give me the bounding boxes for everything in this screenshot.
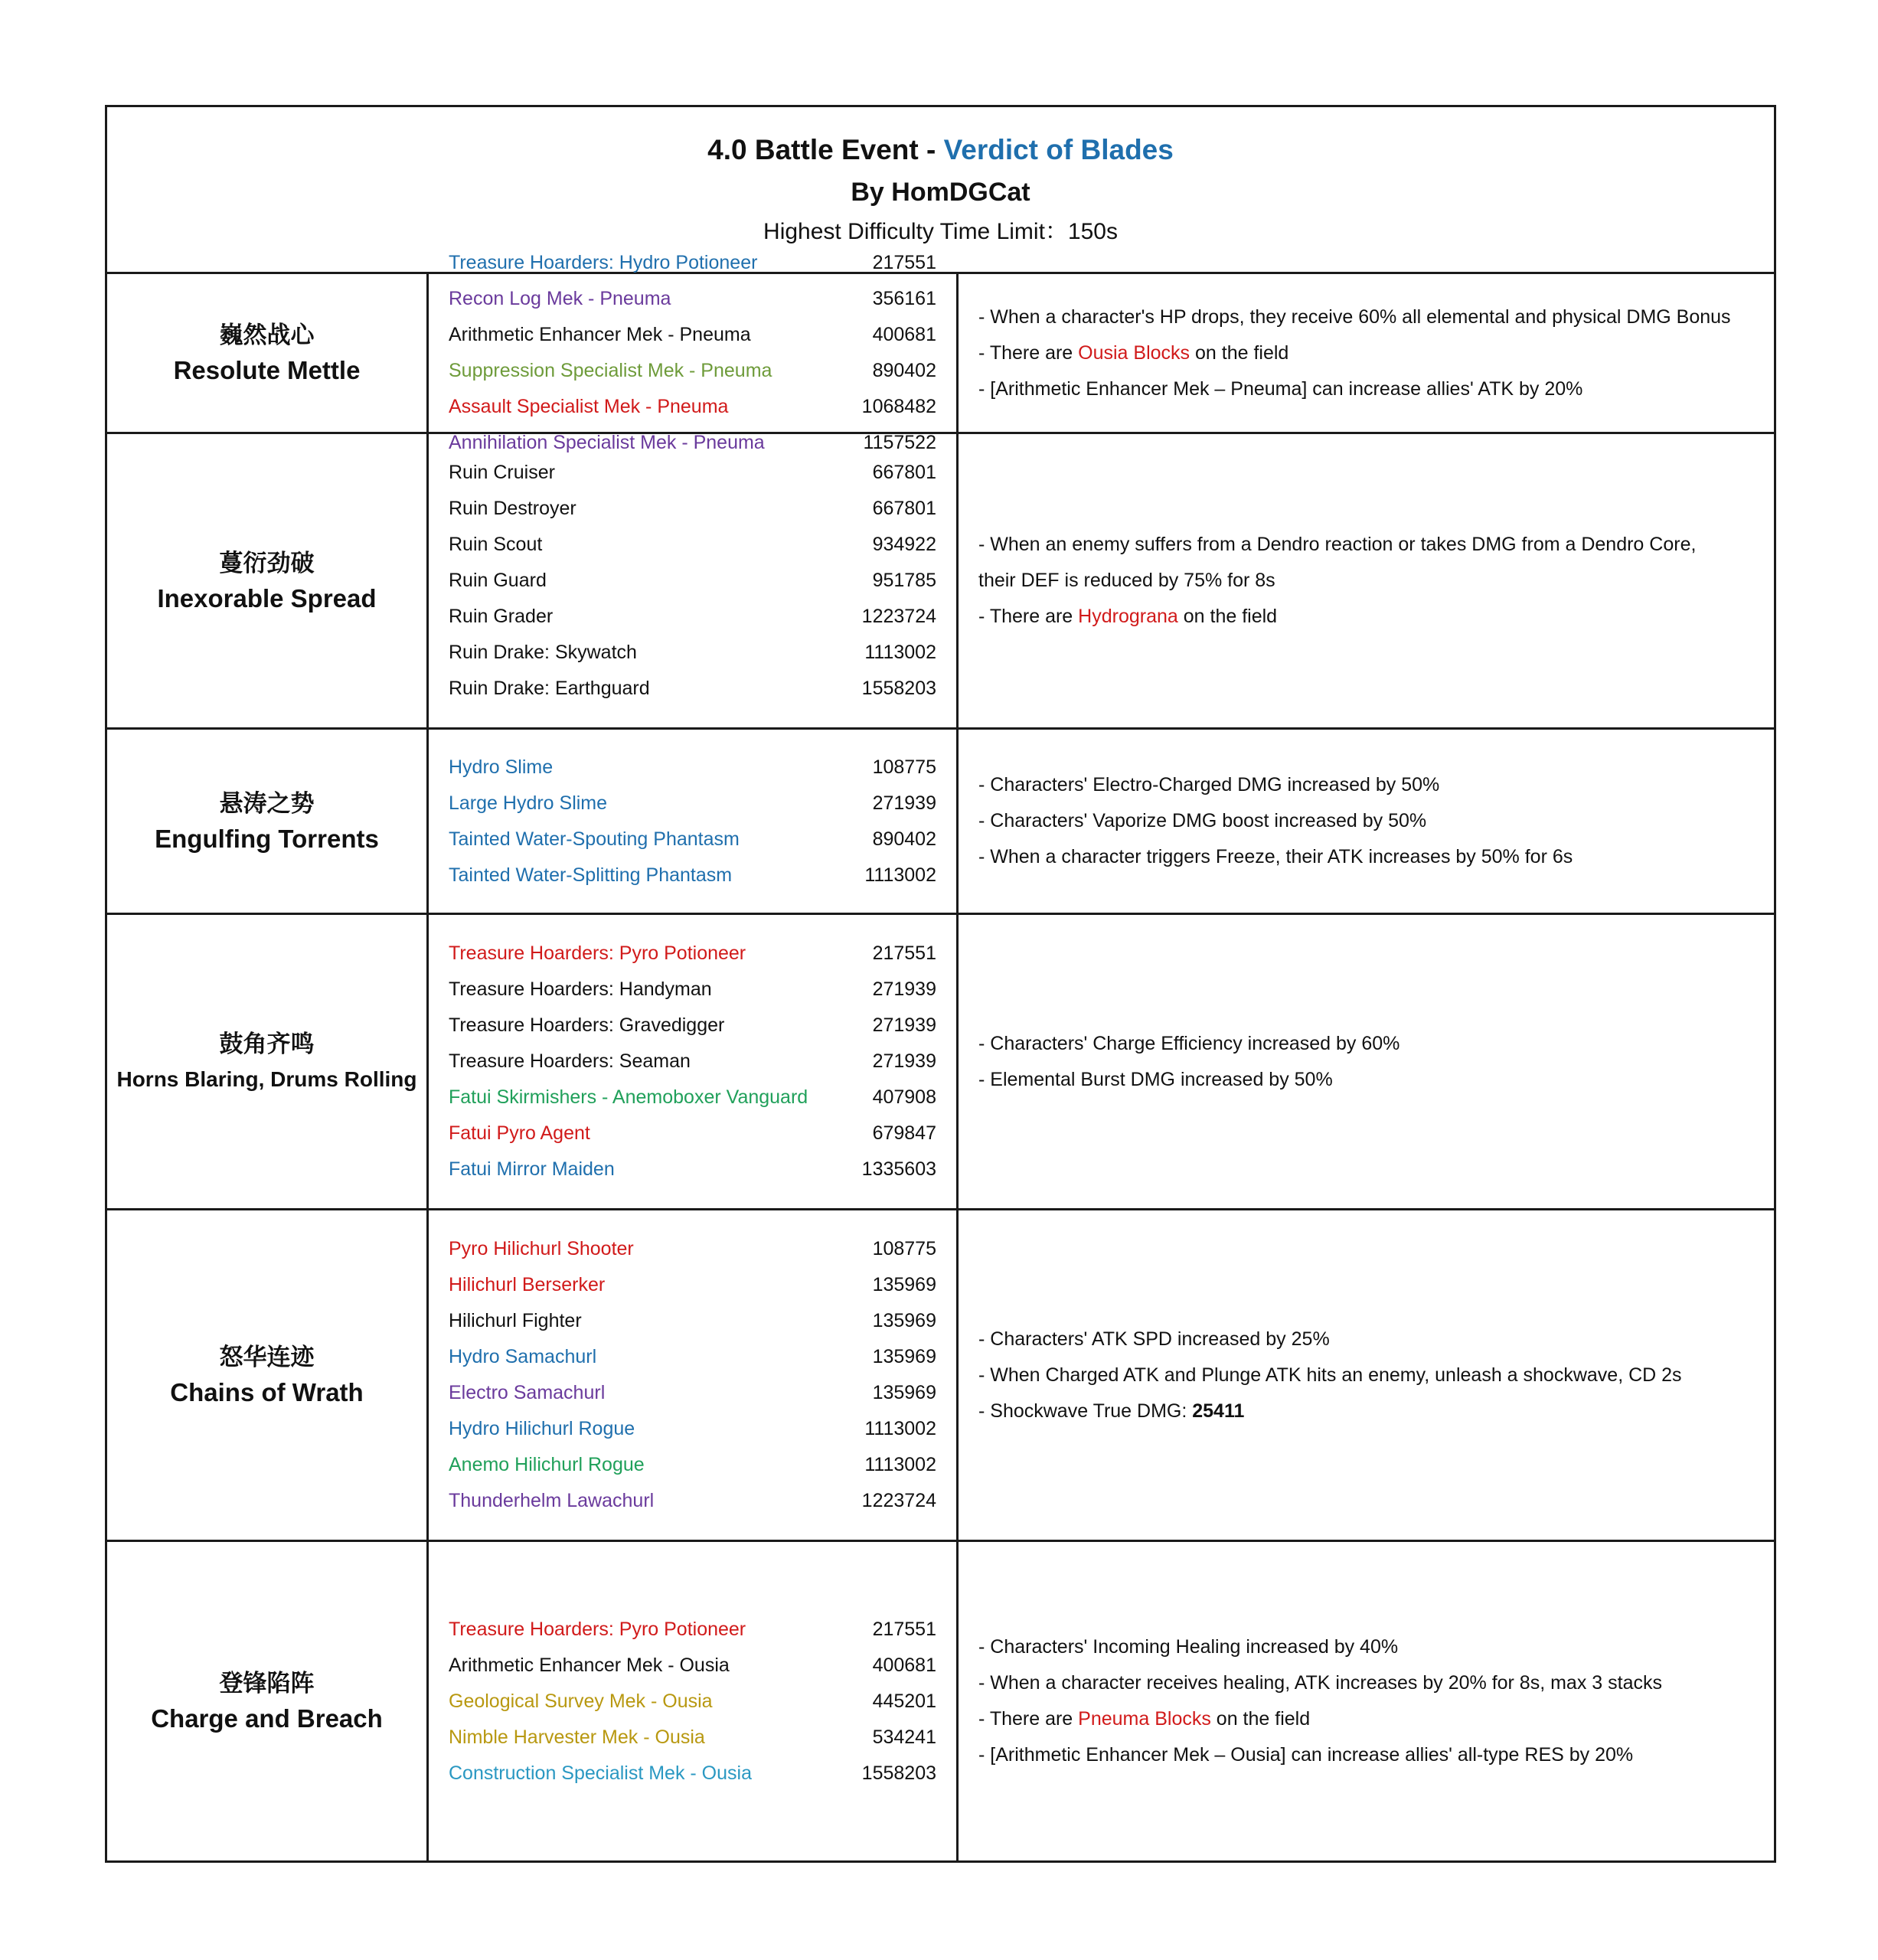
enemy-hp: 934922 — [872, 534, 936, 555]
stage-row — [107, 1542, 1774, 1860]
stage-name-en: Inexorable Spread — [157, 583, 377, 612]
buff-text: - Characters' Vaporize DMG boost increased by 50% — [978, 810, 1427, 831]
enemy-name: Ruin Cruiser — [449, 462, 555, 483]
enemy-entry — [449, 1303, 936, 1339]
enemy-entry — [449, 822, 936, 858]
enemy-name: Pyro Hilichurl Shooter — [449, 1238, 634, 1259]
enemy-hp: 1157522 — [863, 432, 936, 453]
buff-highlight: Ousia Blocks — [1078, 341, 1190, 364]
enemy-name: Treasure Hoarders: Hydro Potioneer — [449, 252, 758, 273]
enemy-entry — [449, 563, 936, 599]
stage-name-cell — [107, 274, 429, 432]
enemy-entry — [449, 936, 936, 972]
enemy-hp: 356161 — [872, 288, 936, 309]
enemy-name: Geological Survey Mek - Ousia — [449, 1690, 713, 1712]
enemy-name: Tainted Water-Splitting Phantasm — [449, 864, 733, 886]
enemy-entry — [449, 750, 936, 786]
enemy-hp: 667801 — [872, 462, 936, 483]
enemy-name: Treasure Hoarders: Handyman — [449, 978, 712, 1000]
enemy-entry — [449, 1152, 936, 1187]
enemy-list — [429, 1542, 959, 1860]
enemy-entry — [449, 1008, 936, 1044]
enemy-hp: 217551 — [872, 942, 936, 964]
enemy-entry — [449, 1720, 936, 1756]
buff-text: - When a character receives healing, ATK increases by 20% for 8s, max 3 stacks — [978, 1672, 1662, 1694]
stage-name-cell — [107, 1542, 429, 1860]
enemy-name: Treasure Hoarders: Pyro Potioneer — [449, 942, 746, 964]
author-credit: By HomDGCat — [851, 177, 1030, 207]
enemy-hp: 1113002 — [864, 864, 936, 886]
buff-value: 25411 — [1192, 1400, 1245, 1422]
enemy-name: Electro Samachurl — [449, 1382, 606, 1403]
stage-name-en: Horns Blaring, Drums Rolling — [116, 1067, 417, 1091]
enemy-entry — [449, 1411, 936, 1447]
enemy-entry — [449, 1684, 936, 1720]
enemy-name: Arithmetic Enhancer Mek - Pneuma — [449, 324, 751, 345]
buff-text: - Shockwave True DMG: — [978, 1400, 1193, 1422]
enemy-hp: 400681 — [872, 1654, 936, 1676]
enemy-hp: 679847 — [872, 1122, 936, 1144]
buff-line — [978, 1393, 1754, 1429]
buff-text: on the field — [1177, 606, 1278, 627]
page-title — [707, 129, 1174, 172]
enemy-entry — [449, 1339, 936, 1375]
stage-row — [107, 252, 1774, 453]
enemy-hp: 108775 — [872, 1238, 936, 1259]
buff-list — [959, 274, 1774, 432]
enemy-entry — [449, 858, 936, 893]
enemy-entry — [449, 635, 936, 671]
enemy-hp: 400681 — [872, 324, 936, 345]
enemy-entry — [449, 245, 936, 281]
enemy-entry — [449, 1267, 936, 1303]
buff-line — [978, 1701, 1754, 1737]
enemy-hp: 135969 — [872, 1346, 936, 1367]
enemy-entry — [449, 317, 936, 353]
stage-name-cn: 登锋陷阵 — [219, 1670, 315, 1697]
enemy-entry — [449, 1447, 936, 1483]
enemy-hp: 135969 — [872, 1310, 936, 1331]
buff-highlight: Hydrograna — [1078, 606, 1178, 627]
enemy-entry — [449, 786, 936, 822]
enemy-hp: 1223724 — [861, 1490, 936, 1511]
buff-line — [978, 371, 1754, 407]
buff-line — [978, 1629, 1754, 1665]
buff-list — [959, 1210, 1774, 1540]
enemy-entry — [449, 353, 936, 389]
enemy-name: Treasure Hoarders: Seaman — [449, 1050, 691, 1072]
enemy-hp: 667801 — [872, 498, 936, 519]
enemy-entry — [449, 671, 936, 707]
stage-name-cn: 悬涛之势 — [219, 789, 315, 817]
enemy-entry — [449, 455, 936, 491]
buff-text: - Characters' ATK SPD increased by 25% — [978, 1328, 1330, 1350]
enemy-name: Fatui Mirror Maiden — [449, 1158, 615, 1180]
enemy-name: Ruin Scout — [449, 534, 543, 555]
buff-text: - [Arithmetic Enhancer Mek – Ousia] can increase allies' all-type RES by 20% — [978, 1744, 1634, 1766]
enemy-hp: 217551 — [872, 252, 936, 273]
enemy-entry — [449, 389, 936, 425]
enemy-hp: 135969 — [872, 1274, 936, 1295]
buff-line — [978, 527, 1754, 563]
enemy-name: Hydro Slime — [449, 756, 554, 778]
enemy-hp: 271939 — [872, 792, 936, 814]
buff-line — [978, 1737, 1754, 1773]
buff-line — [978, 1026, 1754, 1062]
enemy-name: Tainted Water-Spouting Phantasm — [449, 828, 740, 850]
buff-list — [959, 434, 1774, 727]
enemy-hp: 1113002 — [864, 1454, 936, 1475]
buff-line — [978, 839, 1754, 875]
buff-text: - Elemental Burst DMG increased by 50% — [978, 1068, 1333, 1090]
buff-text: - Characters' Electro-Charged DMG increased by 50% — [978, 774, 1440, 795]
enemy-entry — [449, 1756, 936, 1792]
enemy-name: Hilichurl Berserker — [449, 1274, 606, 1295]
stage-name-cell — [107, 730, 429, 913]
stage-name-en: Chains of Wrath — [170, 1378, 364, 1406]
buff-line — [978, 599, 1754, 635]
enemy-name: Ruin Guard — [449, 570, 547, 591]
event-name: Verdict of Blades — [943, 133, 1174, 165]
enemy-hp: 217551 — [872, 1618, 936, 1640]
enemy-name: Large Hydro Slime — [449, 792, 608, 814]
buff-text: - Characters' Charge Efficiency increased by 60% — [978, 1032, 1400, 1054]
enemy-hp: 890402 — [872, 828, 936, 850]
enemy-name: Anemo Hilichurl Rogue — [449, 1454, 645, 1475]
enemy-name: Treasure Hoarders: Pyro Potioneer — [449, 1618, 746, 1640]
stage-name-en: Engulfing Torrents — [155, 824, 379, 853]
buff-list — [959, 915, 1774, 1208]
enemy-entry — [449, 491, 936, 527]
buff-line — [978, 803, 1754, 839]
stage-row — [107, 730, 1774, 915]
enemy-hp: 407908 — [872, 1086, 936, 1108]
title-prefix: 4.0 Battle Event - — [707, 133, 944, 165]
enemy-hp: 1223724 — [861, 606, 936, 627]
stage-name-en: Charge and Breach — [151, 1704, 383, 1733]
event-table — [105, 105, 1776, 1863]
buff-line — [978, 335, 1754, 371]
time-limit: Highest Difficulty Time Limit：150s — [763, 218, 1118, 244]
enemy-entry — [449, 1375, 936, 1411]
enemy-list — [429, 252, 959, 453]
enemy-entry — [449, 281, 936, 317]
enemy-name: Ruin Grader — [449, 606, 554, 627]
enemy-name: Fatui Pyro Agent — [449, 1122, 590, 1144]
enemy-list — [429, 1210, 959, 1540]
stage-name-cn: 鼓角齐鸣 — [219, 1030, 315, 1057]
enemy-entry — [449, 1080, 936, 1116]
enemy-hp: 445201 — [872, 1690, 936, 1712]
enemy-list — [429, 915, 959, 1208]
enemy-name: Construction Specialist Mek - Ousia — [449, 1762, 752, 1784]
enemy-name: Annihilation Specialist Mek - Pneuma — [449, 432, 765, 453]
enemy-name: Recon Log Mek - Pneuma — [449, 288, 671, 309]
stage-name-en: Resolute Mettle — [173, 356, 361, 384]
enemy-name: Fatui Skirmishers - Anemoboxer Vanguard — [449, 1086, 808, 1108]
buff-text: - There are — [978, 1708, 1079, 1730]
enemy-entry — [449, 1044, 936, 1080]
enemy-name: Treasure Hoarders: Gravedigger — [449, 1014, 725, 1036]
buff-line — [978, 1357, 1754, 1393]
enemy-entry — [449, 527, 936, 563]
enemy-hp: 951785 — [872, 570, 936, 591]
enemy-hp: 1335603 — [861, 1158, 936, 1180]
enemy-entry — [449, 1483, 936, 1519]
enemy-entry — [449, 1116, 936, 1152]
buff-line — [978, 563, 1754, 599]
enemy-hp: 135969 — [872, 1382, 936, 1403]
stage-name-cell — [107, 915, 429, 1208]
stage-name-cn: 怒华连迹 — [219, 1344, 315, 1370]
buff-text: - Characters' Incoming Healing increased by 40% — [978, 1636, 1399, 1658]
enemy-hp: 1558203 — [861, 678, 936, 699]
stage-row — [107, 915, 1774, 1210]
stage-name-cell — [107, 1210, 429, 1540]
enemy-hp: 1113002 — [864, 1418, 936, 1439]
buff-text: their DEF is reduced by 75% for 8s — [978, 570, 1275, 591]
buff-text: on the field — [1190, 341, 1289, 364]
buff-line — [978, 1665, 1754, 1701]
enemy-list — [429, 730, 959, 913]
enemy-name: Ruin Drake: Earthguard — [449, 678, 650, 699]
stage-name-cn: 蔓衍劲破 — [219, 549, 315, 577]
buff-line — [978, 299, 1754, 335]
buff-text: on the field — [1210, 1708, 1311, 1730]
enemy-entry — [449, 1648, 936, 1684]
enemy-hp: 108775 — [872, 756, 936, 778]
enemy-hp: 271939 — [872, 1014, 936, 1036]
buff-text: - There are — [978, 341, 1079, 364]
enemy-hp: 1558203 — [861, 1762, 936, 1784]
buff-line — [978, 1321, 1754, 1357]
enemy-name: Hydro Samachurl — [449, 1346, 597, 1367]
enemy-hp: 1068482 — [861, 396, 936, 417]
stage-row — [107, 1210, 1774, 1542]
stage-row — [107, 434, 1774, 730]
buff-text: - When a character triggers Freeze, their ATK increases by 50% for 6s — [978, 846, 1573, 867]
enemy-name: Ruin Destroyer — [449, 498, 576, 519]
enemy-name: Arithmetic Enhancer Mek - Ousia — [449, 1654, 730, 1676]
enemy-entry — [449, 972, 936, 1008]
buff-highlight: Pneuma Blocks — [1078, 1708, 1211, 1730]
enemy-hp: 1113002 — [864, 642, 936, 663]
buff-text: - When a character's HP drops, they receive 60% all elemental and physical DMG Bonus — [978, 305, 1731, 328]
buff-text: - There are — [978, 606, 1079, 627]
enemy-hp: 271939 — [872, 978, 936, 1000]
enemy-entry — [449, 599, 936, 635]
buff-line — [978, 1062, 1754, 1098]
buff-list — [959, 730, 1774, 913]
buff-text: - When an enemy suffers from a Dendro reaction or takes DMG from a Dendro Core, — [978, 534, 1697, 555]
enemy-entry — [449, 1231, 936, 1267]
enemy-name: Hydro Hilichurl Rogue — [449, 1418, 635, 1439]
enemy-hp: 271939 — [872, 1050, 936, 1072]
buff-text: - When Charged ATK and Plunge ATK hits an enemy, unleash a shockwave, CD 2s — [978, 1364, 1682, 1386]
buff-text: - [Arithmetic Enhancer Mek – Pneuma] can increase allies' ATK by 20% — [978, 377, 1583, 400]
stage-name-cn: 巍然战心 — [219, 322, 315, 348]
enemy-entry — [449, 1612, 936, 1648]
buff-list — [959, 1542, 1774, 1860]
enemy-name: Thunderhelm Lawachurl — [449, 1490, 655, 1511]
enemy-hp: 534241 — [872, 1726, 936, 1748]
enemy-name: Suppression Specialist Mek - Pneuma — [449, 360, 772, 381]
enemy-name: Nimble Harvester Mek - Ousia — [449, 1726, 705, 1748]
enemy-name: Ruin Drake: Skywatch — [449, 642, 637, 663]
enemy-name: Assault Specialist Mek - Pneuma — [449, 396, 729, 417]
enemy-list — [429, 434, 959, 727]
table-header — [107, 107, 1774, 274]
enemy-name: Hilichurl Fighter — [449, 1310, 582, 1331]
stage-name-cell — [107, 434, 429, 727]
enemy-hp: 890402 — [872, 360, 936, 381]
buff-line — [978, 767, 1754, 803]
